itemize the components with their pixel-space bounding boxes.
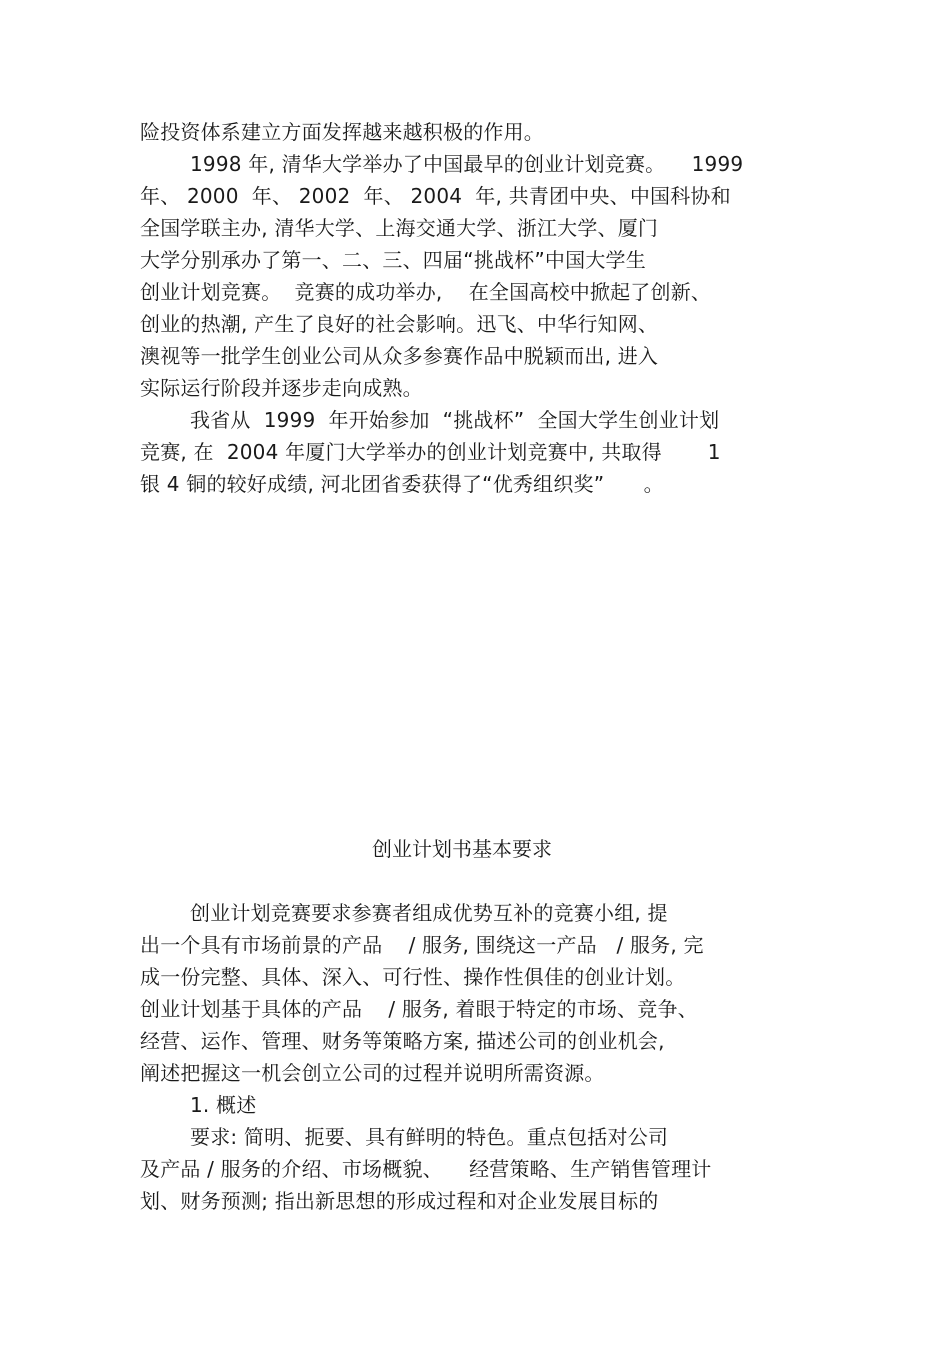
paragraph-line: 经营、运作、管理、财务等策略方案, 描述公司的创业机会, [140, 1029, 665, 1053]
paragraph-line: 划、财务预测; 指出新思想的形成过程和对企业发展目标的 [140, 1189, 659, 1213]
paragraph-line: 澳视等一批学生创业公司从众多参赛作品中脱颖而出, 进入 [140, 344, 659, 368]
paragraph-line: 银 4 铜的较好成绩, 河北团省委获得了“优秀组织奖” 。 [140, 472, 664, 496]
paragraph-line: 阐述把握这一机会创立公司的过程并说明所需资源。 [140, 1061, 605, 1085]
paragraph-line: 实际运行阶段并逐步走向成熟。 [140, 376, 423, 400]
paragraph-line: 成一份完整、具体、深入、可行性、操作性俱佳的创业计划。 [140, 965, 686, 989]
paragraph-line: 创业计划基于具体的产品 / 服务, 着眼于特定的市场、竞争、 [140, 997, 698, 1021]
paragraph-line: 1998 年, 清华大学举办了中国最早的创业计划竞赛。 1999 [190, 152, 744, 176]
paragraph-line: 我省从 1999 年开始参加 “挑战杯” 全国大学生创业计划 [190, 408, 720, 432]
paragraph-line: 及产品 / 服务的介绍、市场概貌、 经营策略、生产销售管理计 [140, 1157, 712, 1181]
paragraph-line: 全国学联主办, 清华大学、上海交通大学、浙江大学、厦门 [140, 216, 659, 240]
section-title: 创业计划书基本要求 [372, 837, 552, 861]
paragraph-line: 竞赛, 在 2004 年厦门大学举办的创业计划竞赛中, 共取得 1 [140, 440, 721, 464]
paragraph-line: 创业计划竞赛要求参赛者组成优势互补的竞赛小组, 提 [190, 901, 668, 925]
paragraph-line: 大学分别承办了第一、二、三、四届“挑战杯”中国大学生 [140, 248, 646, 272]
paragraph-line: 年、 2000 年、 2002 年、 2004 年, 共青团中央、中国科协和 [140, 184, 731, 208]
paragraph-line: 险投资体系建立方面发挥越来越积极的作用。 [140, 120, 544, 144]
paragraph-line: 出一个具有市场前景的产品 / 服务, 围绕这一产品 / 服务, 完 [140, 933, 704, 957]
subsection-heading: 1. 概述 [190, 1093, 257, 1117]
paragraph-line: 要求: 简明、扼要、具有鲜明的特色。重点包括对公司 [190, 1125, 669, 1149]
paragraph-line: 创业的热潮, 产生了良好的社会影响。迅飞、中华行知网、 [140, 312, 659, 336]
paragraph-line: 创业计划竞赛。 竞赛的成功举办, 在全国高校中掀起了创新、 [140, 280, 712, 304]
